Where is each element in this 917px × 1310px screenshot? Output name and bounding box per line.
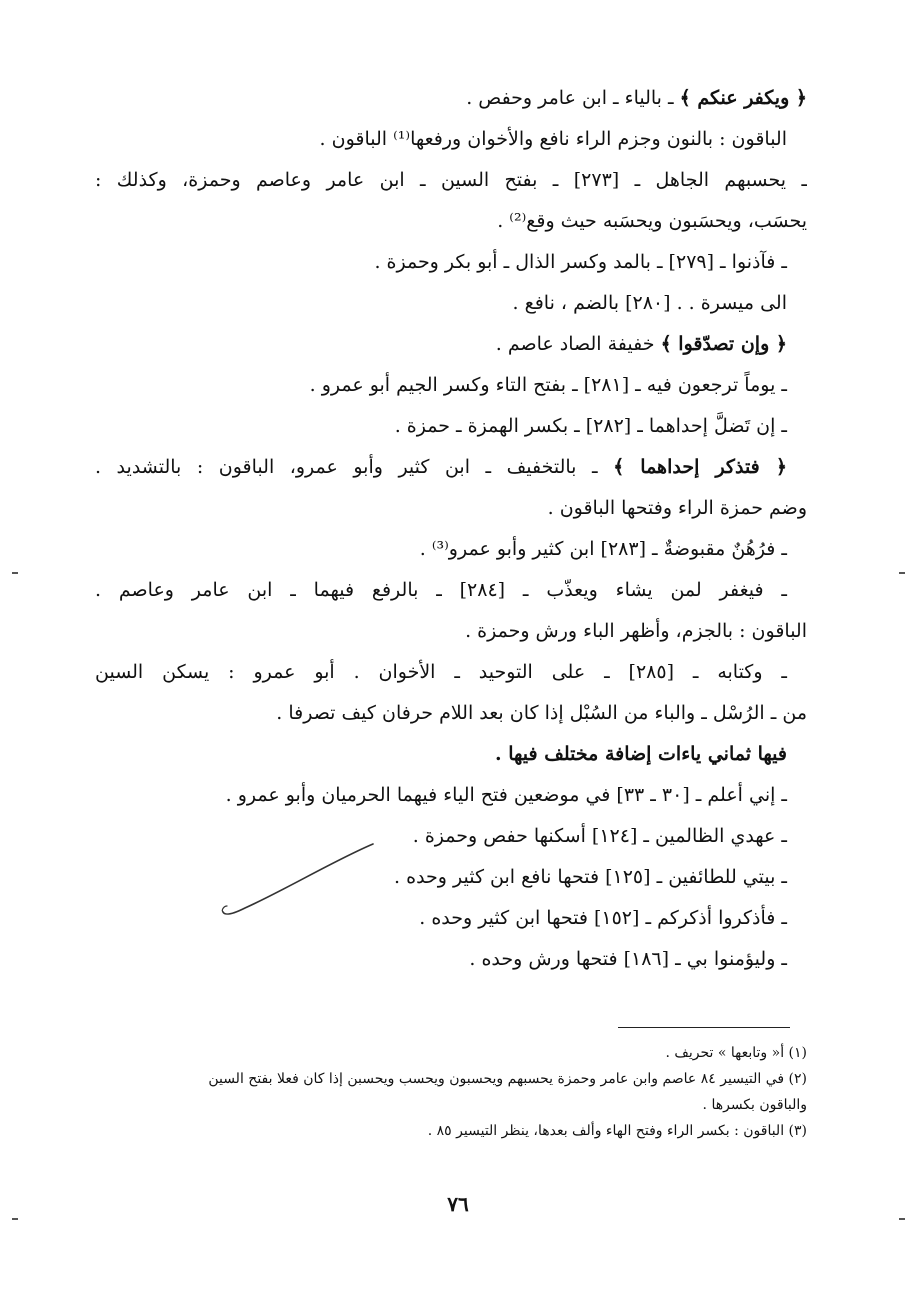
footnote: (٢) في التيسير ٨٤ عاصم وابن عامر وحمزة يحسبهم ويحسبون ويحسب ويحسبن إذا كان فعلا بفتح السين [208,1071,807,1087]
text-line [95,693,807,734]
line-text: ـ إن تَضلَّ إحداهما ـ [٢٨٢] ـ بكسر الهمزة ـ حمزة . [394,415,787,437]
text-line [95,119,807,160]
footnote: (٣) الباقون : بكسر الراء وفتح الهاء وألف بعدها، ينظر التيسير ٨٥ . [427,1123,807,1139]
text-line [95,652,807,693]
text-line [95,857,807,898]
line-text: الباقون : بالجزم، وأظهر الباء ورش وحمزة . [465,620,807,642]
line-text: ـ وليؤمنوا بي ـ [١٨٦] فتحها ورش وحده . [469,948,787,970]
text-line [95,488,807,529]
page-number: ٧٦ [447,1192,469,1216]
line-text: يحسَب، ويحسَبون ويحسَبه حيث وقع⁽²⁾ . [497,210,807,232]
footnote-continuation: والباقون بكسرها . [702,1097,807,1113]
text-line [95,201,807,242]
text-line [95,160,807,201]
scan-edge-mark [899,1218,905,1220]
main-text [95,78,807,980]
text-line [95,529,807,570]
text-line [95,447,807,488]
text-line [95,283,807,324]
line-text: ـ فآذنوا ـ [٢٧٩] ـ بالمد وكسر الذال ـ أبو بكر وحمزة . [374,251,787,273]
footnote-divider [618,1027,790,1028]
text-line [95,365,807,406]
line-text: ـ بيتي للطائفين ـ [١٢٥] فتحها نافع ابن كثير وحده . [394,866,787,888]
text-line [95,816,807,857]
text-line [95,242,807,283]
quran-phrase: ﴿ ويكفر عنكم ﴾ [679,87,807,109]
footnote: (١) أ« وتابعها » تحريف . [665,1045,807,1061]
text-line [95,611,807,652]
scan-edge-mark [12,572,18,574]
line-text: ـ بالتخفيف ـ ابن كثير وأبو عمرو، الباقون : بالتشديد . [95,456,614,478]
text-line [95,939,807,980]
quran-phrase: ﴿ وإن تصدّقوا ﴾ [660,333,787,355]
text-line [95,775,807,816]
scan-edge-mark [12,1218,18,1220]
footnotes [95,1040,807,1144]
line-text: الى ميسرة . . [٢٨٠] بالضم ، نافع . [512,292,787,314]
line-text: ـ فرُهُنٌ مقبوضةٌ ـ [٢٨٣] ابن كثير وأبو عمرو⁽³⁾ . [419,538,787,560]
line-text: ـ عهدي الظالمين ـ [١٢٤] أسكنها حفص وحمزة . [412,825,787,847]
line-text: ـ وكتابه ـ [٢٨٥] ـ على التوحيد ـ الأخوان . أبو عمرو : يسكن السين [95,661,787,683]
line-text: ـ فأذكروا أذكركم ـ [١٥٢] فتحها ابن كثير وحده . [419,907,787,929]
section-heading [95,734,807,775]
line-text: ـ يوماً ترجعون فيه ـ [٢٨١] ـ بفتح التاء وكسر الجيم أبو عمرو . [309,374,787,396]
line-text: خفيفة الصاد عاصم . [495,333,661,355]
text-line [95,406,807,447]
text-line [95,570,807,611]
text-line [95,78,807,119]
line-text: ـ إني أعلم ـ [٣٠ ـ ٣٣] في موضعين فتح الياء فيهما الحرميان وأبو عمرو . [225,784,787,806]
handwritten-pen-stroke [215,840,375,925]
line-text: الباقون : بالنون وجزم الراء نافع والأخوان ورفعها⁽¹⁾ الباقون . [319,128,787,150]
text-line [95,898,807,939]
line-text: ـ بالياء ـ ابن عامر وحفص . [466,87,680,109]
line-text: من ـ الرُسْل ـ والباء من السُبْل إذا كان بعد اللام حرفان كيف تصرفا . [276,702,807,724]
line-text: ـ يحسبهم الجاهل ـ [٢٧٣] ـ بفتح السين ـ ابن عامر وعاصم وحمزة، وكذلك : [95,169,807,191]
quran-phrase: ﴿ فتذكر إحداهما ﴾ [613,456,787,478]
line-text: ـ فيغفر لمن يشاء ويعذّب ـ [٢٨٤] ـ بالرفع فيهما ـ ابن عامر وعاصم . [95,579,787,601]
line-text: وضم حمزة الراء وفتحها الباقون . [547,497,807,519]
scan-edge-mark [899,572,905,574]
heading-text: فيها ثماني ياءات إضافة مختلف فيها . [495,743,787,765]
text-line [95,324,807,365]
